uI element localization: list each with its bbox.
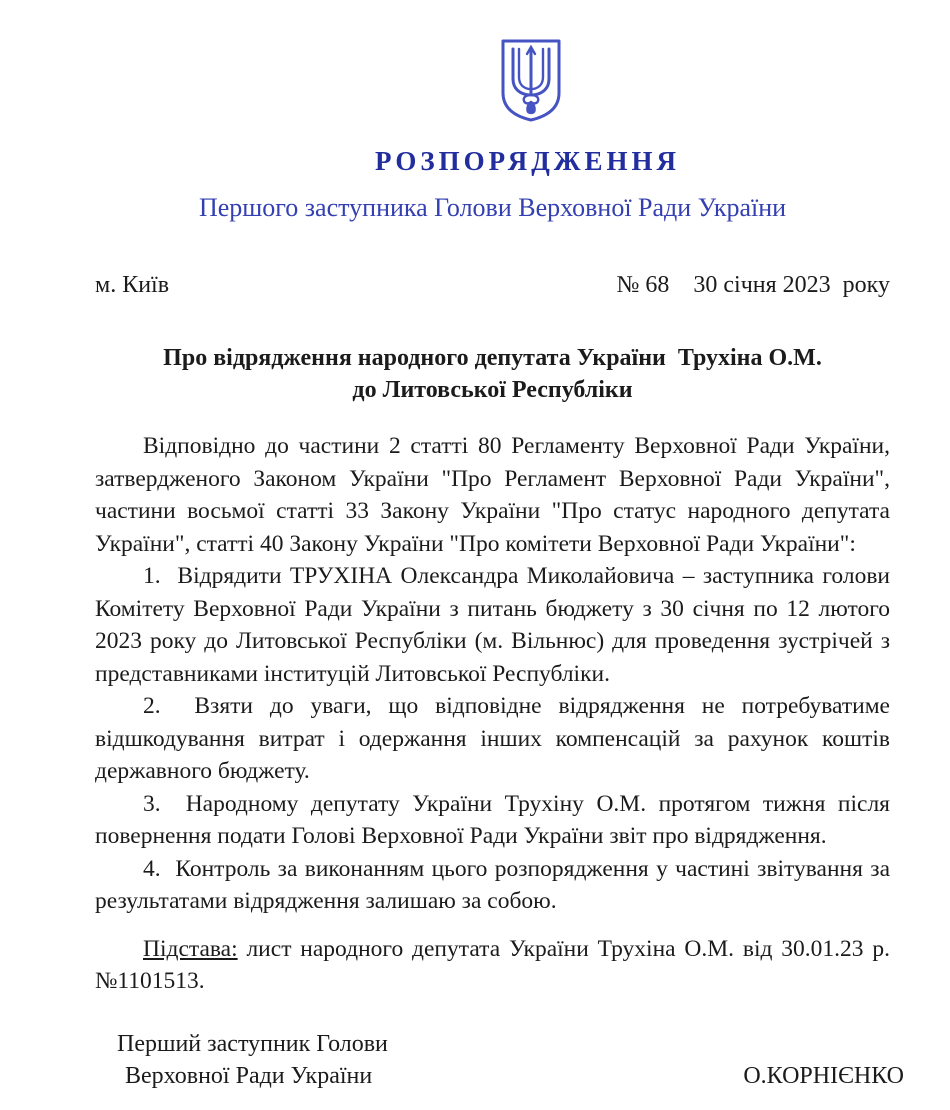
signature-position-line1: Перший заступник Голови [117,1030,388,1057]
ukraine-trident-emblem-icon [499,38,563,123]
signature-block [95,1028,904,1092]
basis-label: Підстава: [143,935,238,962]
place-label: м. Київ [95,272,170,298]
signature-name: О.КОРНІЄНКО [743,1062,904,1089]
meta-row [95,270,890,300]
item-2-paragraph: 2. Взяти до уваги, що відповідне відрядження не потребуватиме відшкодування витрат і одержання інших компенсацій за рахунок коштів державного бюджету. [95,693,890,784]
number-date-label: № 68 30 січня 2023 року [616,272,890,298]
issuer-subtitle: Першого заступника Голови Верховної Ради України [198,193,787,222]
item-4-paragraph: 4. Контроль за виконанням цього розпорядження у частині звітування за результатами відрядження залишаю за собою. [95,855,890,914]
doc-title [95,342,890,406]
preamble-paragraph: Відповідно до частини 2 статті 80 Регламенту Верховної Ради України, затвердженого Законом України "Про Регламент Верховної Ради України", частини восьмої статті 33 Закону України "Про статус народного депутата України", статті 40 Закону України "Про комітети Верховної Ради України": [95,433,890,557]
signature-position [117,1028,388,1092]
item-3-paragraph: 3. Народному депутату України Трухіну О.М. протягом тижня після повернення подати Голові Верховної Ради України звіт про відрядження. [95,790,890,849]
doc-title-line1: Про відрядження народного депутата України Трухіна О.М. [163,345,822,371]
item-1-paragraph: 1. Відрядити ТРУХІНА Олександра Миколайовича – заступника голови Комітету Верховної Ради України з питань бюджету з 30 січня по 12 лютого 2023 року до Литовської Республіки (м. Вільнюс) для проведення зустрічей з представниками інституцій Литовської Республіки. [95,563,890,687]
doc-title-line2: до Литовської Республіки [352,377,633,403]
doc-type-title: РОЗПОРЯДЖЕННЯ [374,146,681,176]
signature-position-line2: Верховної Ради України [125,1062,373,1089]
basis-paragraph [95,933,890,998]
basis-text: лист народного депутата України Трухіна О.М. від 30.01.23 р. №1101513. [95,935,890,994]
body-text-block [95,430,890,998]
